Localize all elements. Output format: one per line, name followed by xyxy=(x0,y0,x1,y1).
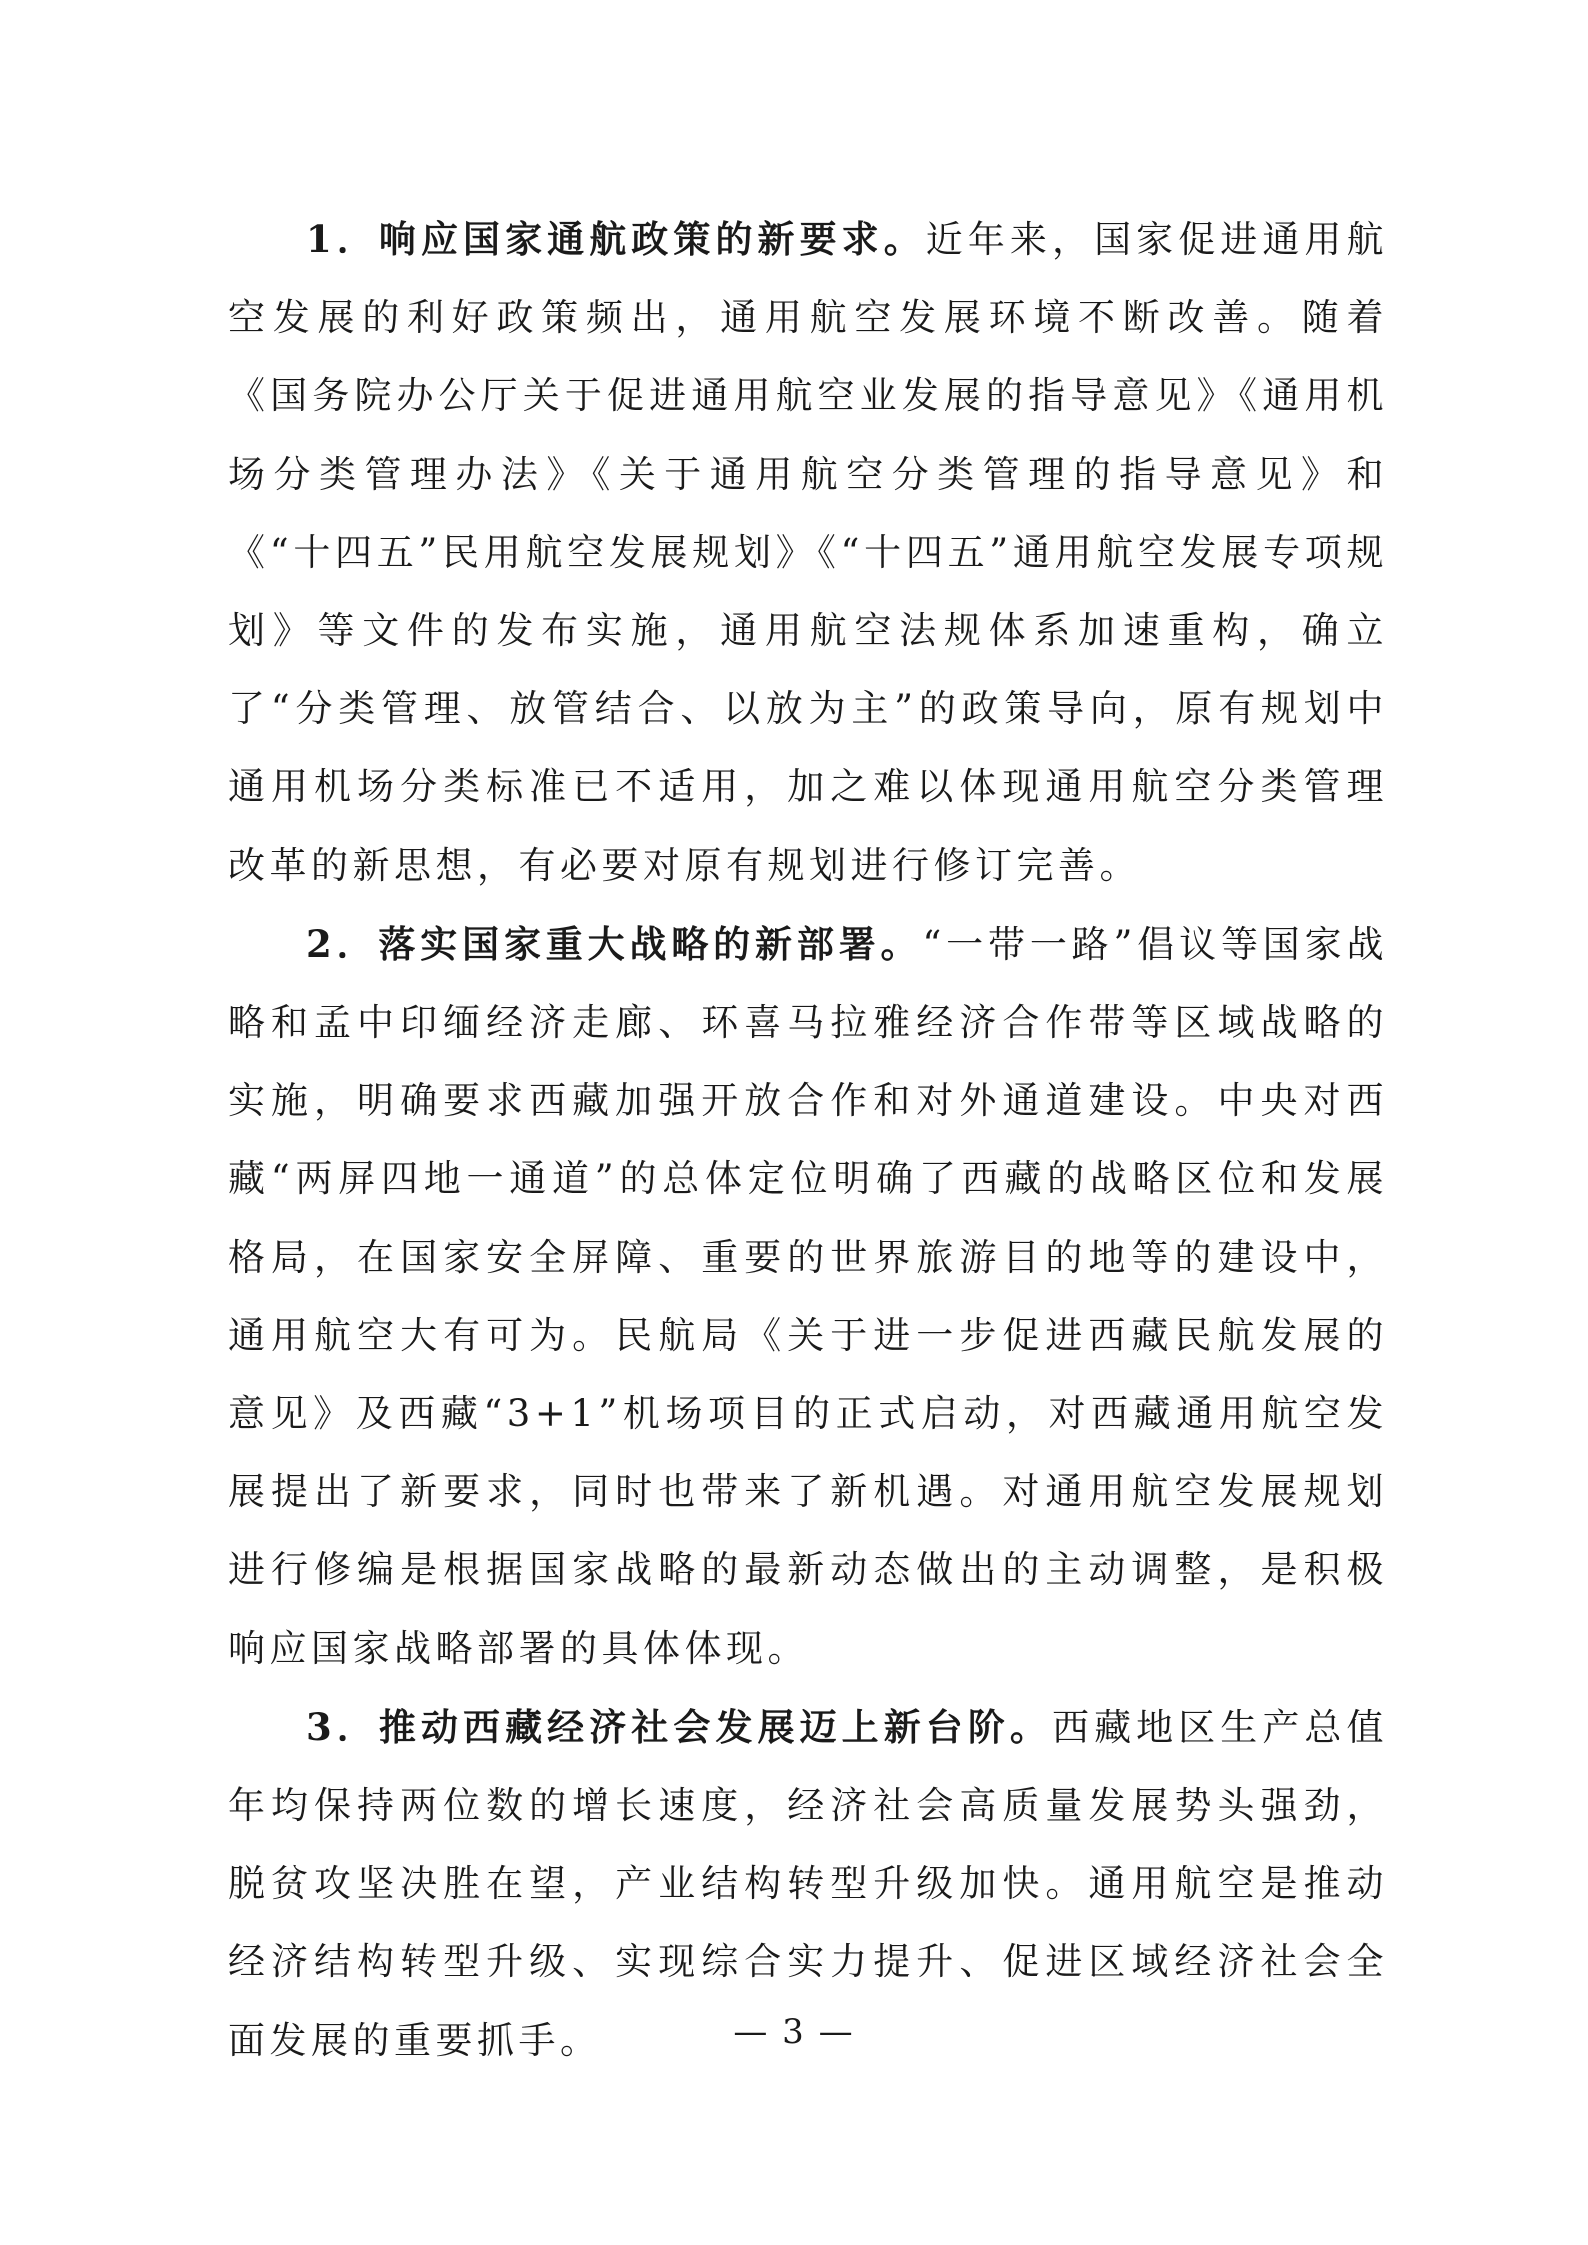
paragraph-heading: 1．响应国家通航政策的新要求。 xyxy=(306,217,926,261)
paragraph-1 xyxy=(228,200,1388,905)
page-number: — 3 — xyxy=(733,2012,855,2052)
paragraph-text: 近年来，国家促进通用航空发展的利好政策频出，通用航空发展环境不断改善。随着《国务院办公厅关于促进通用航空业发展的指导意见》《通用机场分类管理办法》《关于通用航空分类管理的指导意见》和《“十四五”民用航空发展规划》《“十四五”通用航空发展专项规划》等文件的发布实施，通用航空法规体系加速重构，确立了“分类管理、放管结合、以放为主”的政策导向，原有规划中通用机场分类标准已不适用，加之难以体现通用航空分类管理改革的新思想，有必要对原有规划进行修订完善。 xyxy=(228,218,1388,887)
paragraph-text: 西藏地区生产总值年均保持两位数的增长速度，经济社会高质量发展势头强劲，脱贫攻坚决胜在望，产业结构转型升级加快。通用航空是推动经济结构转型升级、实现综合实力提升、促进区域经济社会全面发展的重要抓手。 xyxy=(228,1705,1389,2062)
paragraph-2 xyxy=(228,905,1388,1688)
paragraph-heading: 3．推动西藏经济社会发展迈上新台阶。 xyxy=(306,1704,1053,1749)
document-body xyxy=(228,200,1388,2080)
paragraph-text: “一带一路”倡议等国家战略和孟中印缅经济走廊、环喜马拉雅经济合作带等区域战略的实施，明确要求西藏加强开放合作和对外通道建设。中央对西藏“两屏四地一通道”的总体定位明确了西藏的战略区位和发展格局，在国家安全屏障、重要的世界旅游目的地等的建设中，通用航空大有可为。民航局《关于进一步促进西藏民航发展的意见》及西藏“3+1”机场项目的正式启动，对西藏通用航空发展提出了新要求，同时也带来了新机遇。对通用航空发展规划进行修编是根据国家战略的最新动态做出的主动调整，是积极响应国家战略部署的具体体现。 xyxy=(228,922,1388,1670)
paragraph-heading: 2．落实国家重大战略的新部署。 xyxy=(306,921,923,966)
